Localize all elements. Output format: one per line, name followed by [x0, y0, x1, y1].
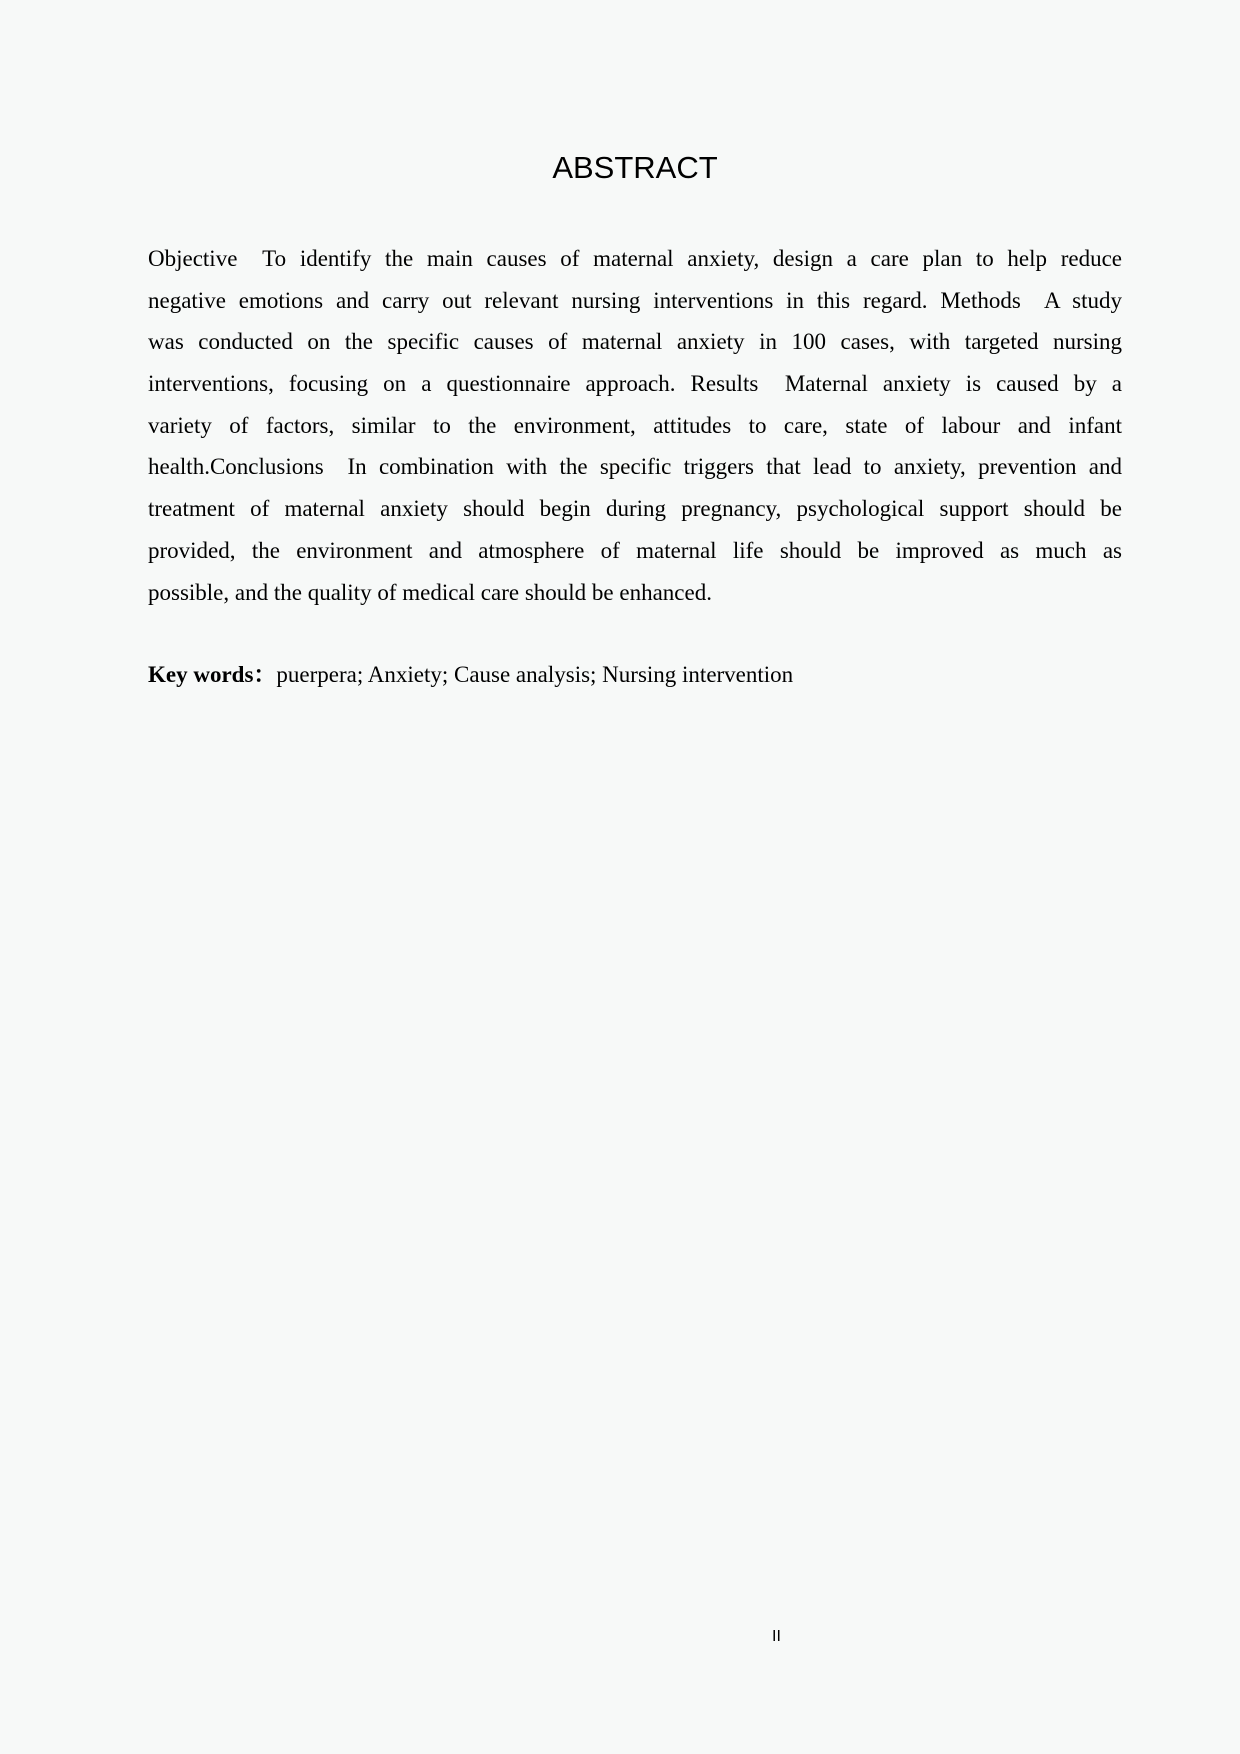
keywords [148, 654, 793, 696]
abstract-line [148, 572, 1122, 614]
abstract-line-text: possible, and the quality of medical care should be enhanced. [148, 579, 712, 605]
abstract-line [148, 321, 1122, 363]
abstract-line-text: Objective To identify the main causes of maternal anxiety, design a care plan to help reduce [148, 246, 1122, 271]
page-number: II [772, 1628, 781, 1645]
abstract-line [148, 488, 1122, 530]
abstract-line-text: interventions, focusing on a questionnaire approach. Results Maternal anxiety is caused by a [148, 371, 1122, 397]
keywords-label: Key words： [148, 662, 277, 687]
abstract-line-text: treatment of maternal anxiety should begin during pregnancy, psychological support should be [148, 496, 1122, 522]
abstract-line [148, 446, 1122, 488]
abstract-line [148, 405, 1122, 447]
keywords-value: puerpera; Anxiety; Cause analysis; Nursing intervention [276, 662, 794, 687]
abstract-line-text: negative emotions and carry out relevant nursing interventions in this regard. Methods A study [148, 287, 1122, 313]
abstract-line-text: was conducted on the specific causes of maternal anxiety in 100 cases, with targeted nursing [148, 329, 1122, 355]
page-title: ABSTRACT [552, 150, 718, 185]
abstract-line [148, 363, 1122, 405]
abstract-line [148, 530, 1122, 572]
abstract-line-text: provided, the environment and atmosphere of maternal life should be improved as much as [148, 537, 1122, 563]
abstract-line [148, 280, 1122, 322]
abstract-line [148, 238, 1122, 280]
abstract-body [148, 238, 1122, 613]
abstract-line-text: variety of factors, similar to the environment, attitudes to care, state of labour and infant [148, 412, 1122, 438]
abstract-line-text: health.Conclusions In combination with the specific triggers that lead to anxiety, prevention and [148, 454, 1122, 480]
